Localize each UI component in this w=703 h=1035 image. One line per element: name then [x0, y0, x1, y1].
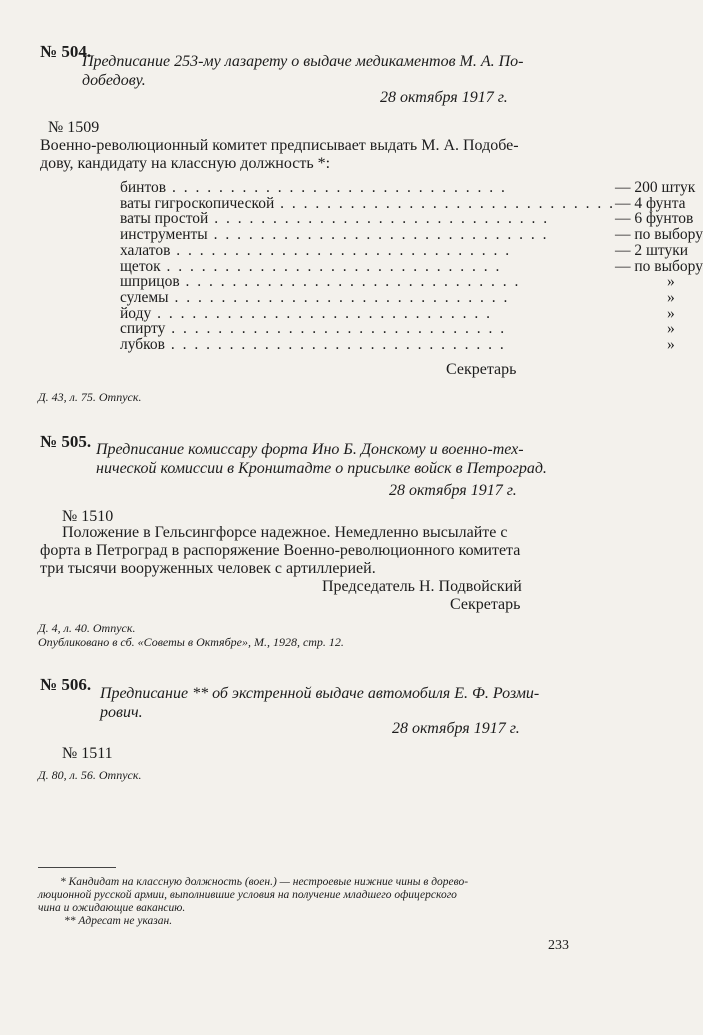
list-item [120, 180, 703, 196]
footnote-1-line-3: чина и ожидающие вакансию. [38, 902, 186, 914]
doc-505-chairman-signature: Председатель Н. Подвойский [322, 578, 522, 595]
medicine-list [120, 180, 703, 353]
doc-505-heading-line-1: Предписание комиссару форта Ино Б. Донскому и военно-тех- [96, 441, 524, 458]
doc-504-signature: Секретарь [446, 361, 517, 378]
item-qty: — 4 фунта [615, 194, 686, 212]
doc-504-number: № 504. [40, 42, 92, 61]
doc-505-secretary-signature: Секретарь [450, 596, 521, 613]
list-item [120, 196, 703, 212]
doc-505-number: № 505. [40, 432, 92, 451]
doc-504-heading-line-2: добедову. [82, 72, 146, 89]
item-name: щеток . . . [120, 259, 615, 275]
doc-505-body-line-1: Положение в Гельсингфорсе надежное. Немедленно высылайте с [62, 524, 508, 541]
item-name: йоду . . . [120, 306, 615, 322]
list-item [120, 227, 703, 243]
doc-505-body-line-2: форта в Петроград в распоряжение Военно-революционного комитета [40, 542, 521, 559]
list-item [120, 290, 703, 306]
footnote-1-line-2: люционной русской армии, выполнившие условия на получение младшего офицерского [38, 889, 457, 901]
list-item [120, 243, 703, 259]
footnote-1-line-1: * Кандидат на классную должность (воен.) — нестроевые нижние чины в дорево- [60, 876, 469, 888]
item-name: спирту . . . [120, 321, 615, 337]
item-qty: — по выбору [615, 257, 703, 275]
item-qty: — 200 штук [615, 179, 696, 196]
doc-506-heading-line-1: Предписание ** об экстренной выдаче автомобиля Е. Ф. Розми- [100, 685, 540, 702]
doc-505-doc-number: № 1510 [62, 508, 114, 525]
doc-506-doc-number: № 1511 [62, 745, 113, 762]
item-name: ваты гигроскопической . . . [120, 196, 615, 212]
doc-505-body-line-3: три тысячи вооруженных человек с артиллерией. [40, 560, 376, 577]
item-qty: — 2 штуки [615, 241, 689, 259]
list-item [120, 321, 703, 337]
doc-504-heading-line-1: Предписание 253-му лазарету о выдаче медикаментов М. А. По- [82, 53, 524, 70]
item-name: халатов . . . [120, 243, 615, 259]
list-item [120, 337, 703, 353]
doc-506-heading-line-2: рович. [100, 704, 143, 721]
item-qty: » [667, 288, 675, 306]
item-qty: » [667, 336, 675, 354]
item-name: ваты простой . . . [120, 211, 615, 227]
item-name: инструменты . . . [120, 227, 615, 243]
doc-506-source: Д. 80, л. 56. Отпуск. [38, 768, 142, 782]
doc-504-source: Д. 43, л. 75. Отпуск. [38, 390, 142, 404]
doc-504-body-line-2: дову, кандидату на классную должность *: [40, 155, 331, 172]
doc-505-source-line-1: Д. 4, л. 40. Отпуск. [38, 621, 136, 635]
item-qty: » [667, 273, 675, 291]
item-name: бинтов . . . [120, 180, 615, 196]
doc-504-date: 28 октября 1917 г. [380, 89, 508, 106]
footnote-divider [38, 867, 116, 868]
doc-504-doc-number: № 1509 [48, 119, 100, 136]
doc-504-body-line-1: Военно-революционный комитет предписывает выдать М. А. Подобе- [40, 137, 519, 154]
doc-506-number: № 506. [40, 675, 92, 694]
list-item [120, 274, 703, 290]
list-item [120, 306, 703, 322]
list-item [120, 259, 703, 275]
item-qty: — по выбору [615, 226, 703, 244]
item-name: лубков . . . [120, 337, 615, 353]
doc-505-date: 28 октября 1917 г. [389, 482, 517, 499]
doc-505-source-line-2: Опубликовано в сб. «Советы в Октябре», М., 1928, стр. 12. [38, 635, 344, 649]
doc-506-date: 28 октября 1917 г. [392, 720, 520, 737]
item-qty: — 6 фунтов [615, 210, 694, 228]
item-name: сулемы . . . [120, 290, 615, 306]
list-item [120, 211, 703, 227]
footnote-2: ** Адресат не указан. [64, 915, 173, 927]
page-number: 233 [548, 938, 569, 953]
item-qty: » [667, 304, 675, 322]
doc-505-heading-line-2: нической комиссии в Кронштадте о присылке войск в Петроград. [96, 460, 547, 477]
item-qty: » [667, 320, 675, 338]
item-name: шприцов . . . [120, 274, 615, 290]
